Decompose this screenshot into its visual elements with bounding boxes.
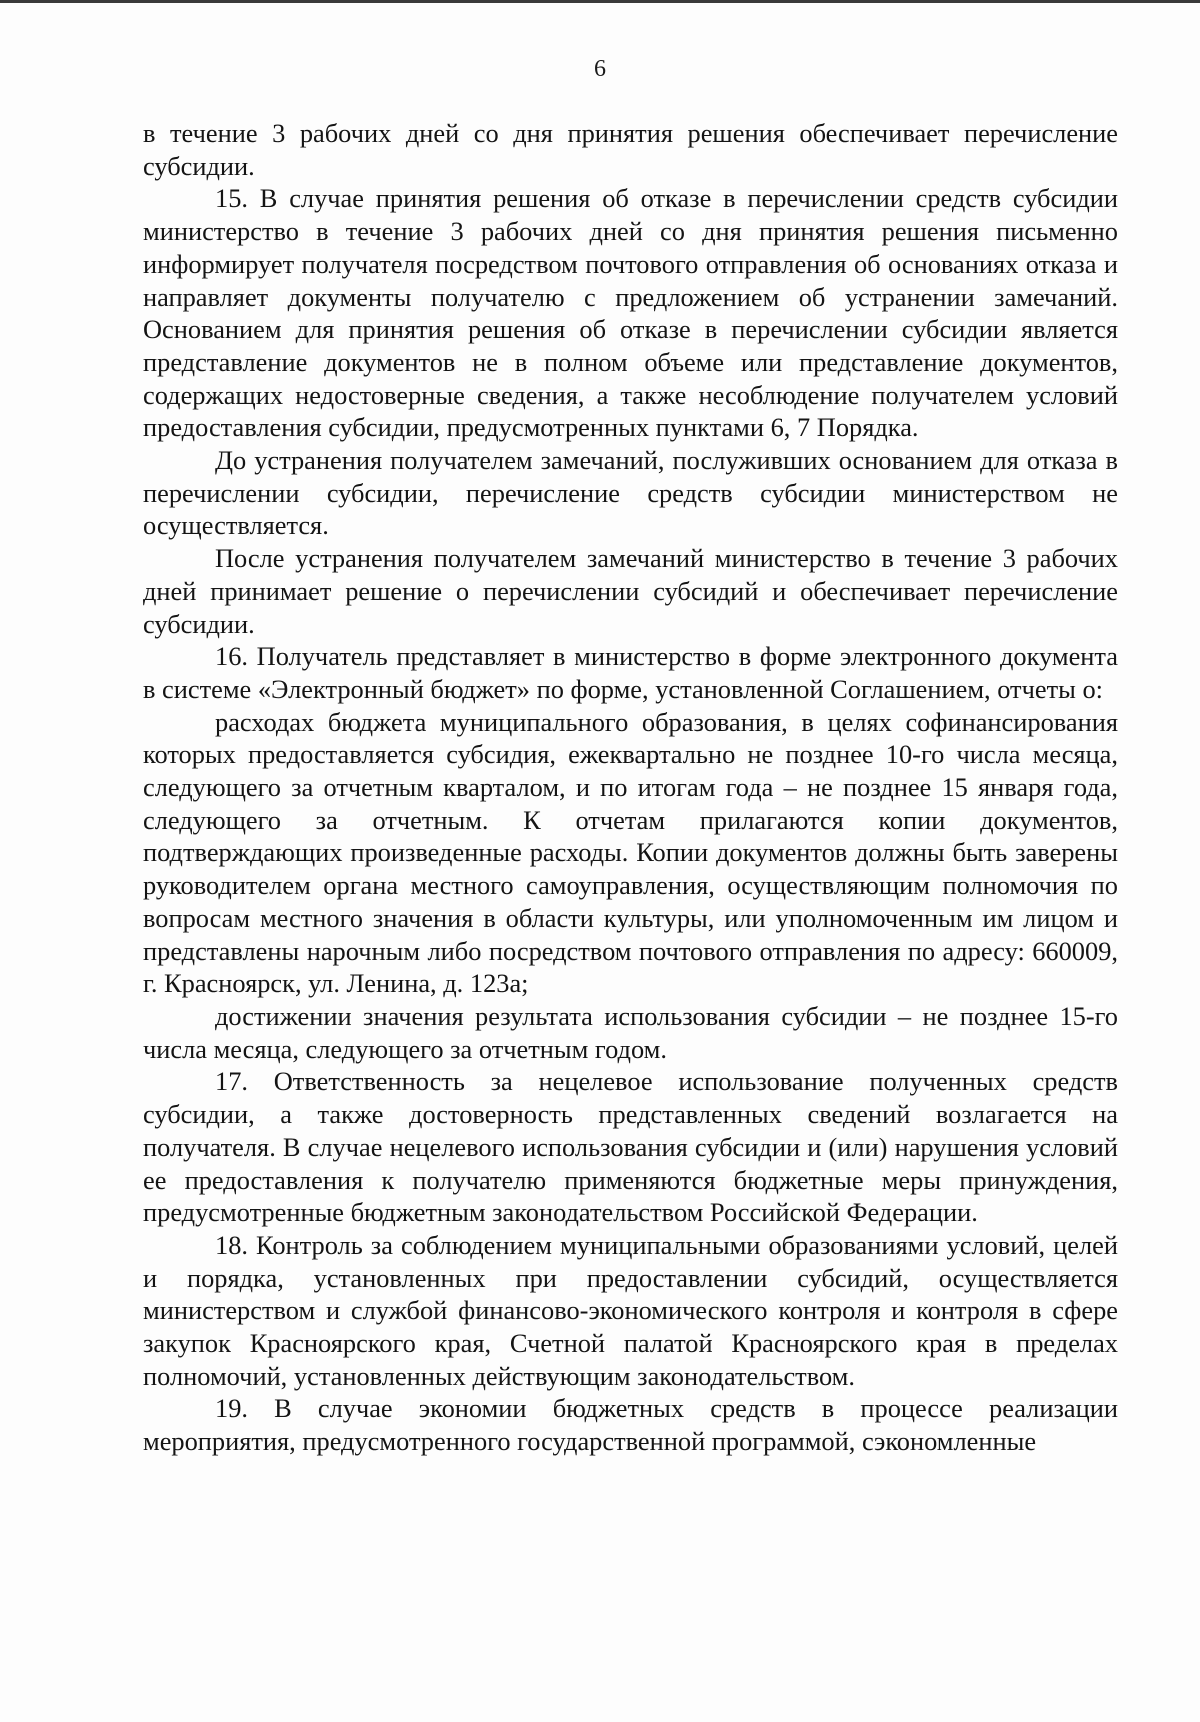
paragraph-item-19: 19. В случае экономии бюджетных средств в процессе реализации мероприятия, предусмотренного государственной программой, сэкономленные [143,1393,1118,1457]
paragraph-before-elimination: До устранения получателем замечаний, послуживших основанием для отказа в перечислении субсидии, перечисление средств субсидии министерством не осуществляется. [143,445,1118,541]
paragraph-item-15: 15. В случае принятия решения об отказе в перечислении средств субсидии министерство в течение 3 рабочих дней со дня принятия решения письменно информирует получателя посредством почтового отправления об основаниях отказа и направляет документы получателю с предложением об устранении замечаний. Основанием для принятия решения об отказе в перечислении субсидии является представление документов не в полном объеме или представление документов, содержащих недостоверные сведения, а также несоблюдение получателем условий предоставления субсидии, предусмотренных пунктами 6, 7 Порядка. [143,183,1118,443]
paragraph-continuation: в течение 3 рабочих дней со дня принятия решения обеспечивает перечисление субсидии. [143,118,1118,181]
paragraph-expenses-report: расходах бюджета муниципального образования, в целях софинансирования которых предоставляется субсидия, ежеквартально не позднее 10-го числа месяца, следующего за отчетным кварталом, и по итогам года – не позднее 15 января года, следующего за отчетным. К отчетам прилагаются копии документов, подтверждающих произведенные расходы. Копии документов должны быть заверены руководителем органа местного самоуправления, осуществляющим полномочия по вопросам местного значения в области культуры, или уполномоченным им лицом и представлены нарочным либо посредством почтового отправления по адресу: 660009, г. Красноярск, ул. Ленина, д. 123а; [143,706,1118,999]
paragraph-after-elimination: После устранения получателем замечаний министерство в течение 3 рабочих дней принимает решение о перечислении субсидий и обеспечивает перечисление субсидии. [143,543,1118,639]
page-number: 6 [594,56,606,82]
paragraph-item-16: 16. Получатель представляет в министерство в форме электронного документа в системе «Электронный бюджет» по форме, установленной Соглашением, отчеты о: [143,641,1118,704]
paragraph-result-report: достижении значения результата использования субсидии – не позднее 15-го числа месяца, следующего за отчетным годом. [143,1000,1118,1064]
top-edge-rule [0,0,1200,3]
paragraph-item-18: 18. Контроль за соблюдением муниципальными образованиями условий, целей и порядка, установленных при предоставлении субсидий, осуществляется министерством и службой финансово-экономического контроля и контроля в сфере закупок Красноярского края, Счетной палатой Красноярского края в пределах полномочий, установленных действующим законодательством. [143,1229,1118,1391]
paragraph-item-17: 17. Ответственность за нецелевое использование полученных средств субсидии, а также достоверность представленных сведений возлагается на получателя. В случае нецелевого использования субсидии и (или) нарушения условий ее предоставления к получателю применяются бюджетные меры принуждения, предусмотренные бюджетным законодательством Российской Федерации. [143,1066,1118,1228]
document-body [143,117,1118,1458]
